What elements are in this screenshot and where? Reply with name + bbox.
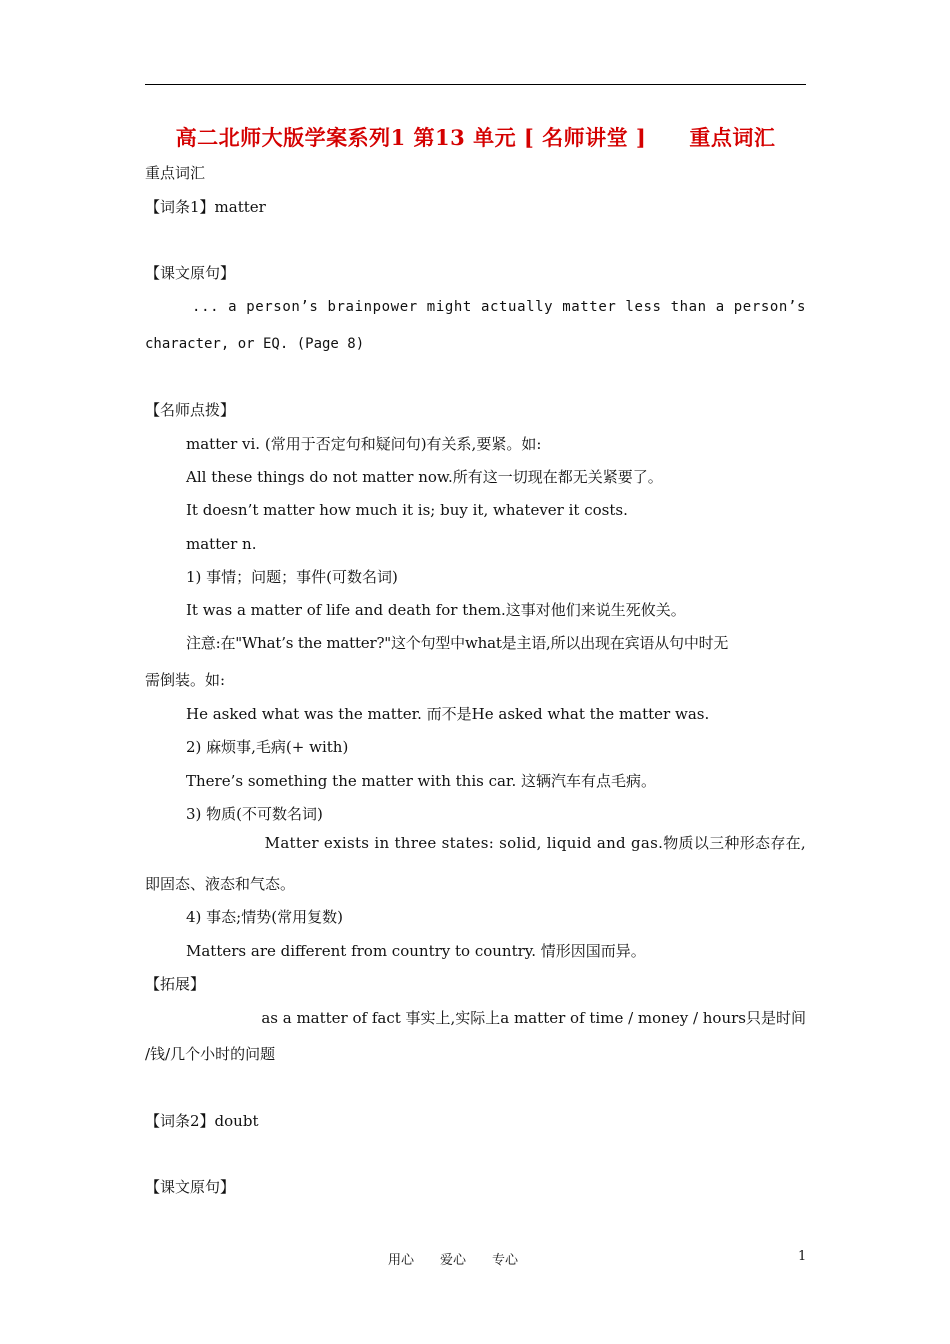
page-number: 1: [798, 1249, 807, 1264]
tip-line: matter n.: [186, 535, 257, 553]
example-line: There’s something the matter with this car. 这辆汽车有点毛病。: [186, 772, 656, 790]
subtitle: 重点词汇: [145, 164, 206, 182]
tip-line: matter vi. (常用于否定句和疑问句)有关系,要紧。如:: [186, 435, 542, 453]
example-line: It doesn’t matter how much it is; buy it, whatever it costs.: [186, 501, 628, 519]
header-rule: [145, 84, 806, 85]
extension-line: as a matter of fact 事实上,实际上a matter of time / money / hours只是时间: [261, 1009, 806, 1027]
document-title: 高二北师大版学案系列1 第13 单元 [ 名师讲堂 ] 重点词汇: [175, 125, 776, 150]
example-line: All these things do not matter now.所有这一切现在都无关紧要了。: [186, 468, 663, 486]
entry2-heading: 【词条2】doubt: [145, 1112, 259, 1130]
tip-line: 3) 物质(不可数名词): [186, 805, 323, 823]
tip-line: 2) 麻烦事,毛病(+ with): [186, 738, 349, 756]
entry2-source-heading: 【课文原句】: [145, 1178, 236, 1196]
tip-line: 1) 事情；问题；事件(可数名词): [186, 568, 398, 586]
entry1-source-line1: ... a person’s brainpower might actually matter less than a person’s: [192, 299, 806, 315]
tip-line: 4) 事态;情势(常用复数): [186, 908, 343, 926]
note-line: 注意:在"What’s the matter?"这个句型中what是主语,所以出现在宾语从句中时无: [186, 634, 729, 652]
example-line: Matter exists in three states: solid, liquid and gas.物质以三种形态存在,: [264, 834, 806, 852]
entry1-heading: 【词条1】matter: [145, 198, 266, 216]
entry1-tips-heading: 【名师点拨】: [145, 401, 236, 419]
note-line: 需倒装。如:: [145, 671, 226, 689]
example-line: It was a matter of life and death for them.这事对他们来说生死攸关。: [186, 601, 686, 619]
extension-line: /钱/几个小时的问题: [145, 1045, 276, 1063]
example-line: Matters are different from country to country. 情形因国而异。: [186, 942, 646, 960]
example-line: He asked what was the matter. 而不是He asked what the matter was.: [186, 705, 710, 723]
entry1-source-heading: 【课文原句】: [145, 264, 236, 282]
footer-text: 用心 爱心 专心: [388, 1253, 519, 1268]
entry1-source-line2: character, or EQ. (Page 8): [145, 336, 365, 352]
extension-heading: 【拓展】: [145, 975, 206, 993]
example-line: 即固态、液态和气态。: [145, 875, 296, 893]
